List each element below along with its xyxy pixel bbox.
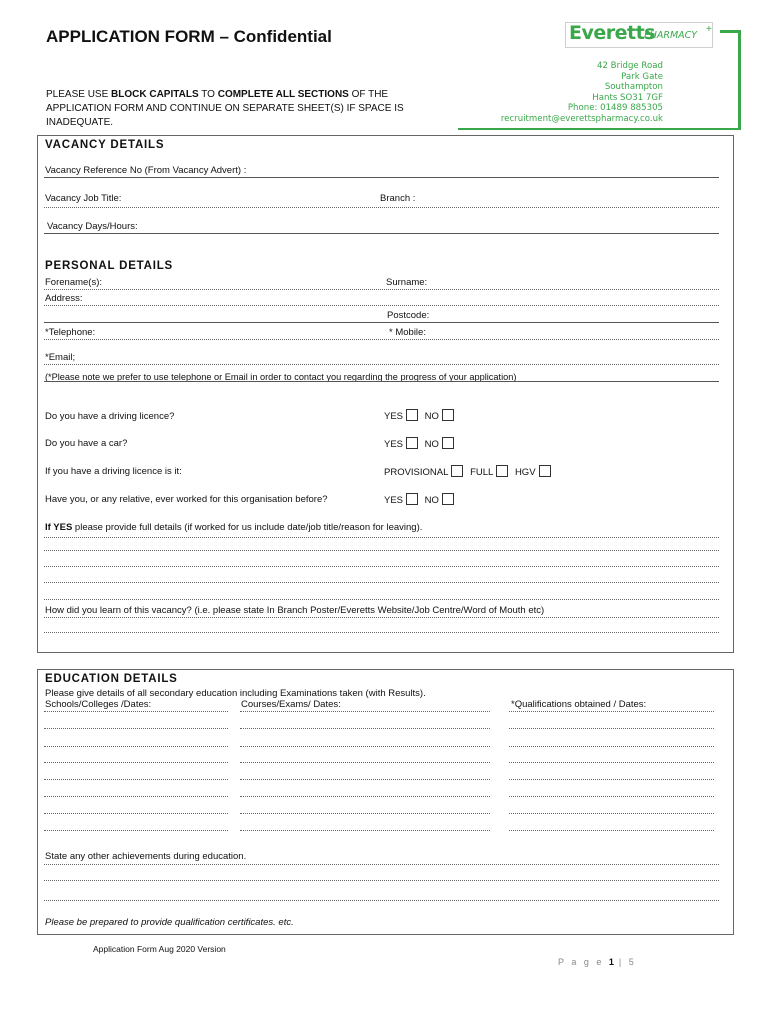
schools-column-header: Schools/Colleges /Dates: bbox=[45, 699, 152, 710]
car-yes-checkbox[interactable] bbox=[406, 437, 418, 449]
education-entry-line[interactable] bbox=[509, 746, 714, 747]
q-worked-before: Have you, or any relative, ever worked for this organisation before? bbox=[45, 494, 328, 505]
branch-label: Branch : bbox=[380, 193, 416, 204]
details-line[interactable] bbox=[44, 599, 719, 600]
education-entry-line[interactable] bbox=[240, 746, 490, 747]
worked-no-checkbox[interactable] bbox=[442, 493, 454, 505]
education-entry-line[interactable] bbox=[44, 762, 228, 763]
education-entry-line[interactable] bbox=[509, 813, 714, 814]
education-entry-line[interactable] bbox=[509, 796, 714, 797]
page-total: | 5 bbox=[618, 957, 637, 967]
personal-heading: PERSONAL DETAILS bbox=[45, 260, 174, 272]
no-label: NO bbox=[424, 411, 439, 422]
education-entry-line[interactable] bbox=[44, 796, 228, 797]
logo-plus-icon: + bbox=[706, 24, 712, 35]
learn-vacancy-label: How did you learn of this vacancy? (i.e. please state In Branch Poster/Everetts Website/Job Centre/Word of Mouth etc) bbox=[45, 605, 545, 616]
if-yes-rest: please provide full details (if worked for us include date/job title/reason for leaving). bbox=[72, 522, 423, 533]
learn-line[interactable] bbox=[44, 632, 719, 633]
column-underline bbox=[509, 711, 714, 712]
if-yes-text bbox=[45, 522, 422, 533]
education-entry-line[interactable] bbox=[240, 728, 490, 729]
instr-part: OF THE APPLICATION FORM AND CONTINUE ON SEPARATE SHEET(S) IF SPACE IS INADEQUATE. bbox=[46, 89, 404, 128]
address-line: Hants SO31 7GF bbox=[592, 92, 663, 103]
telephone-label: *Telephone: bbox=[45, 327, 96, 338]
postcode-field[interactable] bbox=[44, 322, 719, 323]
address-line: 42 Bridge Road bbox=[597, 61, 663, 71]
no-label: NO bbox=[424, 495, 439, 506]
logo-frame-line bbox=[738, 32, 741, 130]
full-label: FULL bbox=[470, 467, 494, 478]
licence-type-options bbox=[384, 465, 551, 478]
address-email: recruitment@everettspharmacy.co.uk bbox=[500, 113, 663, 124]
education-entry-line[interactable] bbox=[240, 779, 490, 780]
worked-yes-checkbox[interactable] bbox=[406, 493, 418, 505]
courses-column-header: Courses/Exams/ Dates: bbox=[241, 699, 341, 710]
details-line[interactable] bbox=[44, 582, 719, 583]
instructions-text bbox=[46, 88, 446, 130]
provisional-checkbox[interactable] bbox=[451, 465, 463, 477]
achievements-label: State any other achievements during education. bbox=[45, 851, 247, 862]
address-label: Address: bbox=[45, 293, 83, 304]
page-number bbox=[558, 957, 636, 967]
education-entry-line[interactable] bbox=[240, 813, 490, 814]
car-options bbox=[384, 437, 454, 450]
column-underline bbox=[44, 711, 228, 712]
instr-part: TO bbox=[198, 89, 218, 100]
yes-label: YES bbox=[384, 439, 404, 450]
form-version: Application Form Aug 2020 Version bbox=[93, 944, 226, 954]
address-line: Park Gate bbox=[621, 71, 663, 82]
education-entry-line[interactable] bbox=[240, 796, 490, 797]
education-entry-line[interactable] bbox=[509, 762, 714, 763]
achievements-line[interactable] bbox=[44, 864, 719, 865]
education-entry-line[interactable] bbox=[44, 813, 228, 814]
instr-part: PLEASE USE bbox=[46, 89, 112, 100]
forenames-label: Forename(s): bbox=[45, 277, 103, 288]
education-entry-line[interactable] bbox=[44, 830, 228, 831]
postcode-label: Postcode: bbox=[387, 310, 430, 321]
achievements-line[interactable] bbox=[44, 900, 719, 901]
vacancy-heading: VACANCY DETAILS bbox=[45, 139, 165, 151]
education-entry-line[interactable] bbox=[509, 779, 714, 780]
telephone-field[interactable] bbox=[44, 339, 719, 340]
name-field[interactable] bbox=[44, 289, 719, 290]
page-label: P a g e bbox=[558, 957, 609, 967]
page-title: APPLICATION FORM – Confidential bbox=[46, 27, 332, 46]
company-address bbox=[470, 61, 663, 124]
certificates-note: Please be prepared to provide qualification certificates. etc. bbox=[45, 917, 294, 928]
yes-label: YES bbox=[384, 411, 404, 422]
vacancy-ref-field[interactable] bbox=[44, 177, 719, 178]
yes-label: YES bbox=[384, 495, 404, 506]
no-label: NO bbox=[424, 439, 439, 450]
q-driving-licence: Do you have a driving licence? bbox=[45, 411, 175, 422]
full-checkbox[interactable] bbox=[496, 465, 508, 477]
note-underline bbox=[44, 381, 719, 382]
education-entry-line[interactable] bbox=[44, 728, 228, 729]
learn-line[interactable] bbox=[44, 617, 719, 618]
achievements-line[interactable] bbox=[44, 880, 719, 881]
days-hours-field[interactable] bbox=[44, 233, 719, 234]
logo-subtitle: PHARMACY bbox=[644, 30, 698, 41]
details-line[interactable] bbox=[44, 550, 719, 551]
mobile-label: * Mobile: bbox=[389, 327, 426, 338]
if-yes-bold: If YES bbox=[45, 522, 73, 533]
licence-options bbox=[384, 409, 454, 422]
education-entry-line[interactable] bbox=[240, 762, 490, 763]
q-car: Do you have a car? bbox=[45, 438, 128, 449]
education-heading: EDUCATION DETAILS bbox=[45, 673, 178, 685]
education-entry-line[interactable] bbox=[44, 746, 228, 747]
address-phone: Phone: 01489 885305 bbox=[567, 103, 663, 113]
education-entry-line[interactable] bbox=[509, 728, 714, 729]
job-title-label: Vacancy Job Title: bbox=[45, 193, 122, 204]
car-no-checkbox[interactable] bbox=[442, 437, 454, 449]
contact-note: (*Please note we prefer to use telephone or Email in order to contact you regarding the progress of your application) bbox=[45, 372, 517, 382]
email-field[interactable] bbox=[44, 364, 719, 365]
email-label: *Email; bbox=[45, 352, 76, 363]
address-line: Southampton bbox=[604, 82, 663, 92]
education-intro: Please give details of all secondary education including Examinations taken (with Results). bbox=[45, 688, 426, 699]
column-underline bbox=[240, 711, 490, 712]
provisional-label: PROVISIONAL bbox=[384, 467, 449, 478]
logo-frame-line bbox=[458, 128, 740, 130]
instr-bold: BLOCK CAPITALS bbox=[111, 89, 199, 100]
instr-bold: COMPLETE ALL SECTIONS bbox=[217, 89, 349, 100]
licence-no-checkbox[interactable] bbox=[442, 409, 454, 421]
vacancy-personal-section bbox=[37, 135, 734, 653]
education-entry-line[interactable] bbox=[509, 830, 714, 831]
job-title-field[interactable] bbox=[44, 207, 719, 208]
vacancy-ref-label: Vacancy Reference No (From Vacancy Advert) : bbox=[45, 165, 247, 176]
worked-options bbox=[384, 493, 454, 506]
days-hours-label: Vacancy Days/Hours: bbox=[47, 221, 138, 232]
hgv-label: HGV bbox=[514, 467, 536, 478]
qualifications-column-header: *Qualifications obtained / Dates: bbox=[511, 699, 647, 710]
education-entry-line[interactable] bbox=[44, 779, 228, 780]
licence-yes-checkbox[interactable] bbox=[406, 409, 418, 421]
details-line[interactable] bbox=[44, 566, 719, 567]
q-licence-type: If you have a driving licence is it: bbox=[45, 466, 182, 477]
address-field[interactable] bbox=[44, 305, 719, 306]
surname-label: Surname: bbox=[386, 277, 428, 288]
hgv-checkbox[interactable] bbox=[539, 465, 551, 477]
details-line[interactable] bbox=[44, 537, 719, 538]
page-current: 1 bbox=[608, 957, 614, 967]
logo-name: Everetts bbox=[569, 22, 655, 44]
education-entry-line[interactable] bbox=[240, 830, 490, 831]
